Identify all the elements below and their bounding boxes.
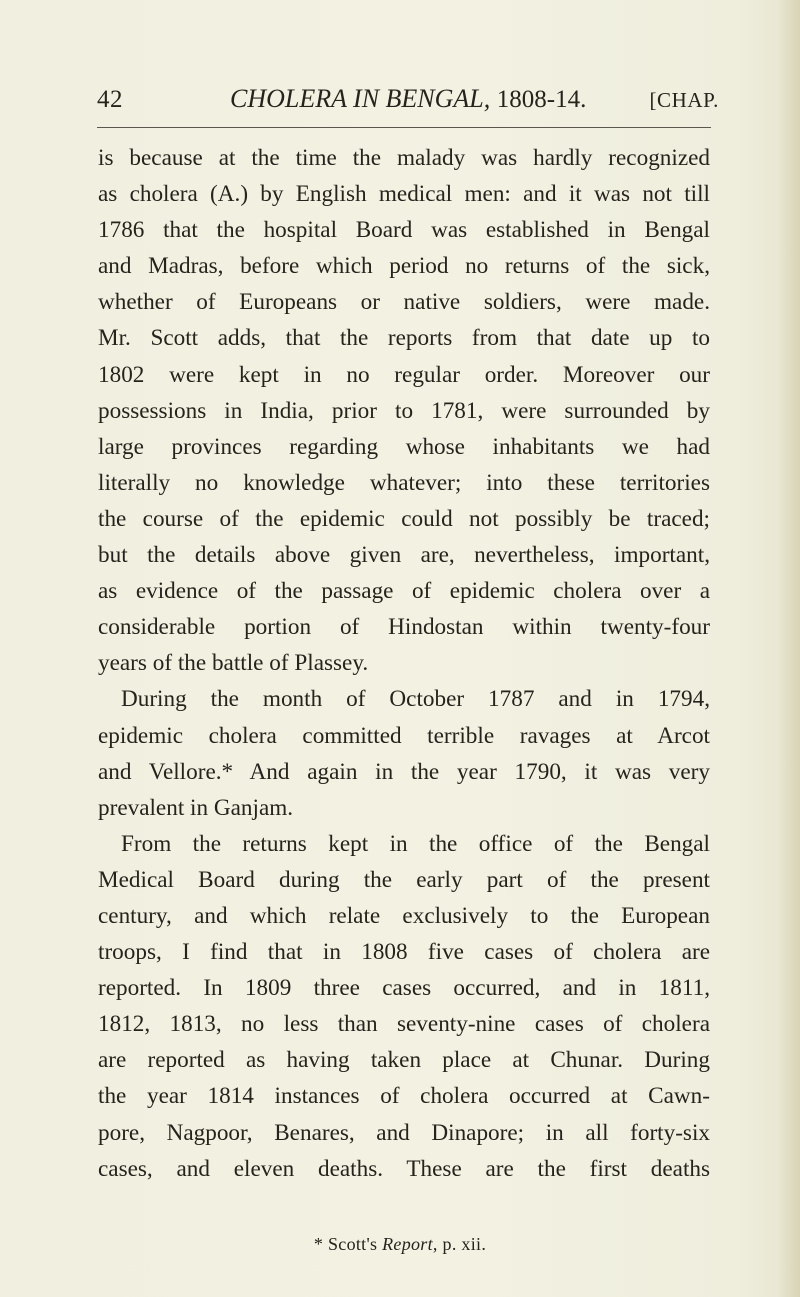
text-line: reported. In 1809 three cases occurred, and in 1811, — [98, 975, 710, 1002]
page-number: 42 — [97, 86, 123, 113]
text-line: and Vellore.* And again in the year 1790, it was very — [98, 758, 710, 785]
text-line: the course of the epidemic could not possibly be traced; — [98, 505, 710, 532]
text-line: 1802 were kept in no regular order. Moreover our — [98, 361, 710, 388]
running-head-years: 1808-14. — [496, 86, 587, 113]
running-head-chapter: [CHAP. — [649, 88, 719, 112]
text-line: large provinces regarding whose inhabitants we had — [98, 433, 710, 460]
text-line: epidemic cholera committed terrible ravages at Arcot — [98, 722, 710, 749]
text-line: is because at the time the malady was hardly recognized — [98, 145, 710, 171]
text-line: literally no knowledge whatever; into these territories — [98, 469, 710, 496]
text-line: 1786 that the hospital Board was established in Bengal — [98, 217, 710, 244]
text-line: prevalent in Ganjam. — [98, 794, 294, 821]
text-line: Mr. Scott adds, that the reports from that date up to — [98, 325, 710, 352]
text-line: 1812, 1813, no less than seventy-nine cases of cholera — [98, 1011, 710, 1038]
running-head-title-text: CHOLERA IN BENGAL, — [230, 84, 491, 113]
running-head-title — [230, 84, 586, 114]
text-line: possessions in India, prior to 1781, were surrounded by — [98, 397, 710, 424]
text-line: are reported as having taken place at Chunar. During — [98, 1047, 710, 1074]
text-line: cases, and eleven deaths. These are the first deaths — [98, 1155, 710, 1182]
footnote — [0, 1234, 800, 1255]
text-line: but the details above given are, nevertheless, important, — [98, 542, 710, 569]
running-head — [97, 78, 719, 122]
text-line: as evidence of the passage of epidemic cholera over a — [98, 578, 710, 605]
text-line: Medical Board during the early part of the present — [98, 866, 710, 893]
header-rule — [97, 127, 711, 128]
text-line: From the returns kept in the office of the Bengal — [121, 830, 710, 857]
text-line: troops, I find that in 1808 five cases of cholera are — [98, 939, 710, 966]
footnote-suffix: , p. xii. — [432, 1234, 487, 1254]
text-line: pore, Nagpoor, Benares, and Dinapore; in all forty-six — [98, 1119, 710, 1146]
text-line: and Madras, before which period no returns of the sick, — [98, 253, 710, 280]
page-edge-shadow — [778, 0, 800, 1297]
text-line: considerable portion of Hindostan within twenty-four — [98, 614, 710, 641]
footnote-title: Report — [382, 1234, 433, 1254]
text-line: the year 1814 instances of cholera occurred at Cawn- — [98, 1083, 710, 1110]
text-line: as cholera (A.) by English medical men: and it was not till — [98, 181, 710, 208]
body-text — [98, 140, 710, 1187]
text-line: century, and which relate exclusively to the European — [98, 902, 710, 929]
text-line: years of the battle of Plassey. — [98, 650, 369, 677]
text-line: whether of Europeans or native soldiers, were made. — [98, 289, 710, 316]
footnote-prefix: * Scott's — [313, 1234, 383, 1254]
text-line: During the month of October 1787 and in 1794, — [121, 686, 710, 713]
